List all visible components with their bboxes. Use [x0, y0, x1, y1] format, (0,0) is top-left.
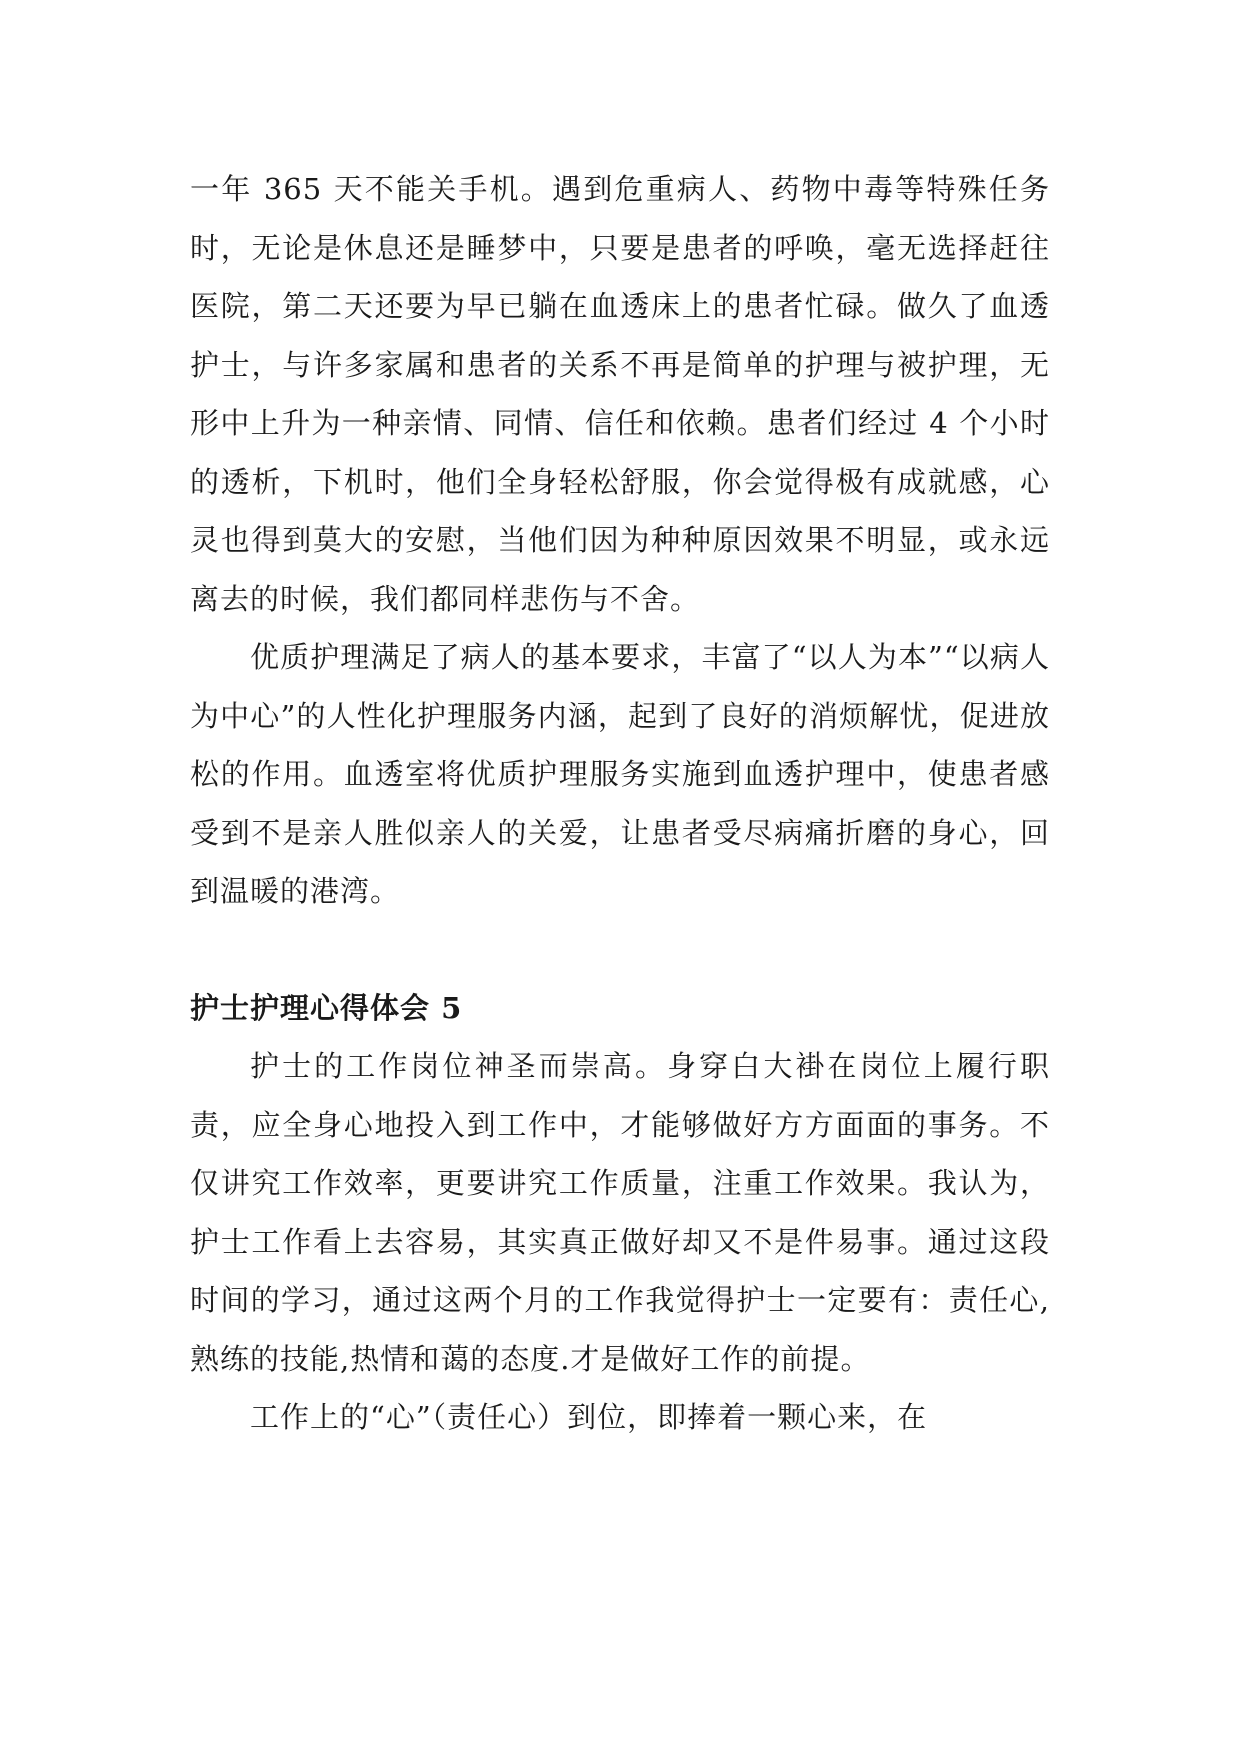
paragraph-responsibility: 工作上的“心”（责任心）到位，即捧着一颗心来，在: [250, 1400, 928, 1434]
paragraph-quality-care: 优质护理满足了病人的基本要求，丰富了“以人为本”“以病人为中心”的人性化护理服务内涵，起到了良好的消烦解忧，促进放松的作用。血透室将优质护理服务实施到血透护理中，使患者感受到不是亲人胜似亲人的关爱，让患者受尽病痛折磨的身心，回到温暖的港湾。: [190, 640, 1050, 908]
paragraph-nurse-duty: 护士的工作岗位神圣而崇高。身穿白大褂在岗位上履行职责，应全身心地投入到工作中，才能够做好方方面面的事务。不仅讲究工作效率，更要讲究工作质量，注重工作效果。我认为，护士工作看上去容易，其实真正做好却又不是件易事。通过这段时间的学习，通过这两个月的工作我觉得护士一定要有：责任心,熟练的技能,热情和蔼的态度.才是做好工作的前提。: [190, 1049, 1050, 1376]
paragraph-continuation: 一年 365 天不能关手机。遇到危重病人、药物中毒等特殊任务时，无论是休息还是睡梦中，只要是患者的呼唤，毫无选择赶往医院，第二天还要为早已躺在血透床上的患者忙碌。做久了血透护士，与许多家属和患者的关系不再是简单的护理与被护理，无形中上升为一种亲情、同情、信任和依赖。患者们经过 4 个小时的透析，下机时，他们全身轻松舒服，你会觉得极有成就感，心灵也得到莫大的安慰，当他们因为种种原因效果不明显，或永远离去的时候，我们都同样悲伤与不舍。: [190, 172, 1050, 616]
section-spacer: [190, 921, 1050, 979]
document-page: [190, 160, 1050, 1447]
section-heading: 护士护理心得体会 5: [190, 990, 463, 1025]
